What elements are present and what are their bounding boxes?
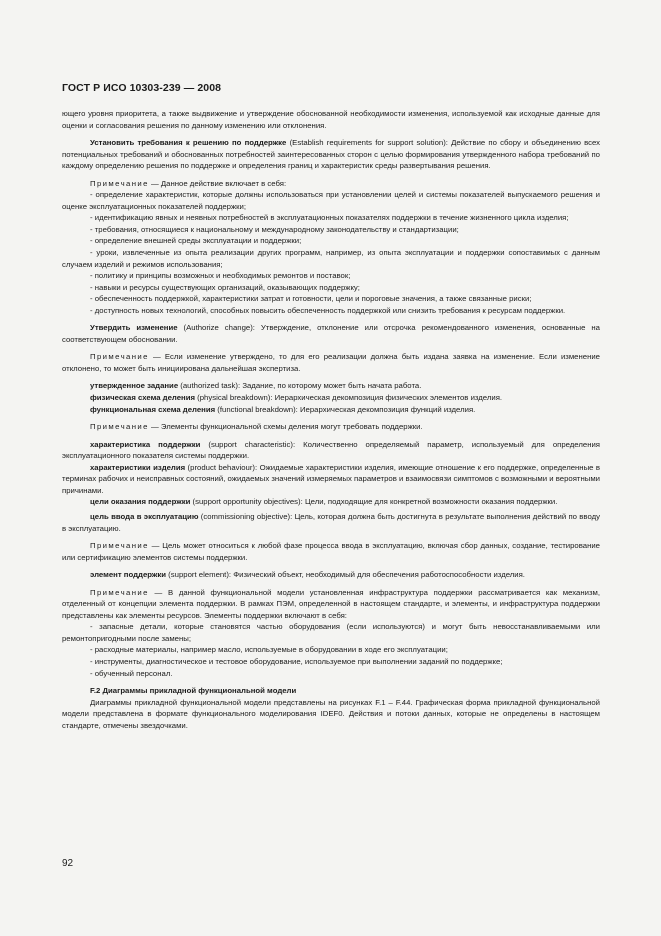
definition-paragraph [62, 137, 600, 172]
definition-paragraph [62, 496, 600, 508]
list-item: - определение характеристик, которые должны использоваться при установлении целей и системы показателей выпускаемого решения и оценке эксплуатационных показателей поддержки; [62, 190, 600, 211]
note [62, 351, 600, 374]
term: утвержденное задание [90, 381, 179, 391]
list-item: - определение внешней среды эксплуатации и поддержки; [90, 236, 302, 246]
note-text: — Данное действие включает в себя: [148, 178, 287, 188]
definition-paragraph [62, 380, 600, 392]
list-item: - уроки, извлеченные из опыта реализации других программ, например, из опыта эксплуатации и поддержки сопоставимых с данным случаем изделий и режимов использования; [62, 248, 600, 269]
list-item: - инструменты, диагностическое и тестовое оборудование, используемое при выполнении заданий по поддержке; [90, 656, 503, 666]
note-text: — Элементы функциональной схемы деления могут требовать поддержки. [148, 422, 423, 432]
term: характеристика поддержки [90, 439, 201, 449]
definition-paragraph [62, 392, 600, 404]
note [62, 421, 600, 433]
note-label: Примечание [90, 352, 149, 362]
term: функциональная схема деления [90, 404, 216, 414]
definition-text: (support element): Физический объект, необходимый для обеспечения работоспособности изделия. [166, 570, 525, 580]
term: цель ввода в эксплуатацию [90, 511, 199, 521]
page-number: 92 [62, 858, 74, 869]
list-item: - расходные материалы, например масло, используемые в оборудовании в ходе его эксплуатации; [90, 645, 448, 655]
definition-paragraph [62, 511, 600, 534]
list-item: - идентификацию явных и неявных потребностей в эксплуатационных показателях поддержки в течение жизненного цикла изделия; [90, 213, 569, 223]
definition-text: (commissioning objective): Цель, которая должна быть достигнута в результате выполнения действий по вводу в эксплуатацию. [62, 511, 600, 533]
term: Утвердить изменение [90, 323, 178, 333]
definition-text: (product behaviour): Ожидаемые характеристики изделия, имеющие отношение к его поддержке, определенные в терминах рабочих и неисправных состояний, ожидаемых значений измеряемых параметров и взаимосвязи симптомов с возможными и вероятными причинами. [62, 462, 600, 495]
list-item: - требования, относящиеся к национальному и международному законодательству и стандартизации; [90, 224, 459, 234]
note-label: Примечание [90, 541, 149, 551]
definition-paragraph [62, 462, 600, 497]
note-label: Примечание [90, 422, 149, 432]
paragraph: ющего уровня приоритета, а также выдвижение и утверждение обоснованной необходимости изменения, используемой как исходные данные для оценки и согласования решения по данному изменению или отклонения. [62, 109, 600, 130]
list-item: - запасные детали, которые становятся частью оборудования (если используются) и могут быть невосстанавливаемыми или ремонтопригодными после замены; [62, 622, 600, 643]
note-label: Примечание [90, 178, 149, 188]
definition-text: (Establish requirements for support solution): Действие по сбору и объединению всех потенциальных требований и обоснованных потребностей заинтересованных сторон с целью формирования утвержденного набора требований по каждому определению решения по поддержке и определения границ и характеристик среды развертывания решения. [62, 138, 600, 171]
note [62, 178, 600, 190]
list-item: - обеспеченность поддержкой, характеристики затрат и готовности, цели и пороговые значения, а также связанные риски; [90, 294, 532, 304]
definition-text: (physical breakdown): Иерархическая декомпозиция физических элементов изделия. [195, 393, 503, 403]
definition-text: (functional breakdown): Иерархическая декомпозиция функций изделия. [215, 404, 476, 414]
definition-paragraph [62, 439, 600, 462]
page-body [62, 108, 600, 731]
term: физическая схема деления [90, 393, 195, 403]
section-heading: F.2 Диаграммы прикладной функциональной модели [90, 686, 297, 696]
definition-text: (support characteristic): Количественно определяемый параметр, используемый для определения эксплуатационного показателя системы поддержки. [62, 439, 600, 461]
term: элемент поддержки [90, 570, 167, 580]
term: цели оказания поддержки [90, 497, 191, 507]
note-label: Примечание [90, 587, 149, 597]
definition-text: (Authorize change): Утверждение, отклонение или отсрочка рекомендованного изменения, основанные на соответствующем обосновании. [62, 323, 600, 344]
definition-text: (authorized task): Задание, по которому может быть начата работа. [178, 381, 422, 391]
term: характеристики изделия [90, 462, 186, 472]
note-text: — Цель может относиться к любой фазе процесса ввода в эксплуатацию, включая сбор данных, создание, тестирование или сертификацию элементов системы поддержки. [62, 541, 600, 562]
page-header: ГОСТ Р ИСО 10303-239 — 2008 [62, 82, 222, 94]
note [62, 540, 600, 563]
note-text: — В данной функциональной модели установленная инфраструктура поддержки рассматривается как механизм, отделенный от концепции элемента поддержки. В рамках ПЭМ, определенной в настоящем стандарте, и элементы, и инфраструктура поддержки представлены как элементы ресурсов. Элементы поддержки включают в себя: [62, 587, 600, 620]
definition-paragraph [62, 569, 600, 581]
definition-text: (support opportunity objectives): Цели, подходящие для конкретной возможности оказания поддержки. [190, 497, 558, 507]
note-text: — Если изменение утверждено, то для его реализации должна быть издана заявка на изменение. Если изменение отклонено, то может быть инициирована дальнейшая экспертиза. [62, 352, 600, 373]
definition-paragraph [62, 404, 600, 416]
list-item: - политику и принципы возможных и необходимых ремонтов и поставок; [90, 271, 351, 281]
paragraph: Диаграммы прикладной функциональной модели представлены на рисунках F.1 – F.44. Графическая форма прикладной функциональной модели представлена в формате функционального моделирования IDEF0. Действия и потоки данных, которые не определены в настоящем стандарте, отмечены звездочками. [62, 697, 600, 730]
definition-paragraph [62, 322, 600, 345]
term: Установить требования к решению по поддержке [90, 138, 287, 148]
list-item: - обученный персонал. [90, 668, 173, 678]
list-item: - доступность новых технологий, способных повысить обеспеченность поддержкой или снизить требования к ресурсам поддержки. [90, 305, 566, 315]
list-item: - навыки и ресурсы существующих организаций, оказывающих поддержку; [90, 282, 360, 292]
note [62, 587, 600, 622]
